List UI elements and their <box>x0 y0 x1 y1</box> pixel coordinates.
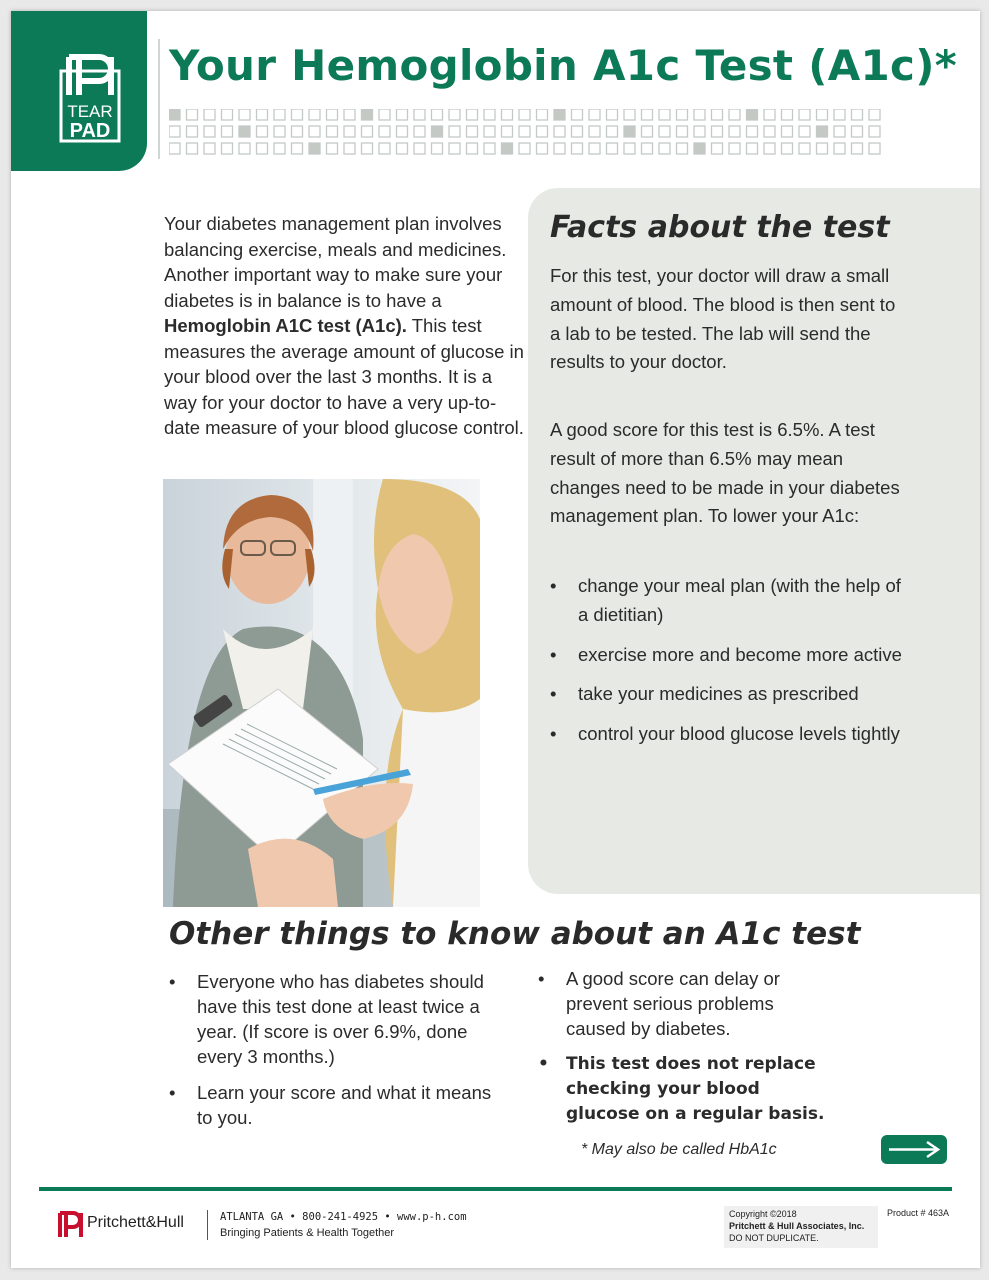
pattern-square <box>537 143 548 154</box>
pattern-square <box>222 109 233 120</box>
pattern-square <box>764 143 775 154</box>
pattern-square <box>449 143 460 154</box>
pattern-square <box>204 109 215 120</box>
pattern-square <box>694 126 705 137</box>
list-item-text: Everyone who has diabetes should have this test done at least twice a year. (If score is over 6.9%, done every 3 months.) <box>197 971 484 1067</box>
pattern-square <box>834 143 845 154</box>
pattern-square <box>642 126 653 137</box>
pattern-square <box>187 109 198 120</box>
list-item <box>550 641 910 670</box>
pattern-square <box>379 109 390 120</box>
pattern-square <box>799 126 810 137</box>
pattern-square <box>712 109 723 120</box>
footer-logo <box>57 1209 207 1239</box>
pattern-square <box>257 126 268 137</box>
pattern-square <box>449 109 460 120</box>
copyright-line-1: Copyright ©2018 <box>729 1209 797 1219</box>
pattern-square <box>519 126 530 137</box>
intro-text-bold: Hemoglobin A1C test (A1c). <box>164 315 407 336</box>
pattern-square <box>327 143 338 154</box>
pattern-square <box>292 126 303 137</box>
pattern-square <box>817 126 828 137</box>
pattern-square <box>589 143 600 154</box>
arrow-right-icon <box>887 1140 941 1159</box>
pattern-square <box>397 143 408 154</box>
decorative-dot-pattern <box>169 109 889 157</box>
pattern-square <box>502 143 513 154</box>
footer-brand: Pritchett&Hull <box>87 1214 184 1231</box>
pattern-square <box>309 126 320 137</box>
pattern-square <box>484 126 495 137</box>
list-item-text: control your blood glucose levels tightly <box>578 723 900 745</box>
pattern-square <box>537 126 548 137</box>
ph-logo-icon <box>57 1209 85 1239</box>
pattern-square <box>572 109 583 120</box>
pattern-square <box>852 126 863 137</box>
pattern-square <box>204 143 215 154</box>
pattern-square <box>782 126 793 137</box>
footer-tagline: Bringing Patients & Health Together <box>220 1227 395 1239</box>
pattern-square <box>432 143 443 154</box>
pattern-square <box>554 109 565 120</box>
footer-divider <box>39 1187 952 1191</box>
pattern-square <box>782 109 793 120</box>
pattern-square <box>519 143 530 154</box>
pattern-square <box>274 109 285 120</box>
pattern-square <box>624 126 635 137</box>
pattern-square <box>484 109 495 120</box>
facts-paragraph-2: A good score for this test is 6.5%. A test result of more than 6.5% may mean changes need to be made in your diabetes management plan. To lower your A1c: <box>550 419 900 527</box>
pattern-square <box>204 126 215 137</box>
pattern-square <box>607 109 618 120</box>
list-item-text: This test does not replace checking your blood glucose on a regular basis. <box>566 1054 825 1124</box>
pattern-square <box>432 109 443 120</box>
pattern-square <box>694 109 705 120</box>
pattern-square <box>659 109 670 120</box>
pattern-square <box>292 109 303 120</box>
pattern-square <box>817 109 828 120</box>
pattern-square <box>344 126 355 137</box>
bullet-icon: • <box>550 683 557 705</box>
pattern-square <box>764 109 775 120</box>
pattern-square <box>292 143 303 154</box>
logo-text-tear: TEAR <box>67 102 113 121</box>
facts-heading: Facts about the test <box>550 210 890 245</box>
pattern-square <box>414 109 425 120</box>
list-item <box>550 720 910 749</box>
list-item-text: change your meal plan (with the help of a dietitian) <box>578 575 901 625</box>
pattern-square <box>572 126 583 137</box>
pattern-square <box>187 143 198 154</box>
pattern-square <box>659 126 670 137</box>
pattern-square <box>659 143 670 154</box>
list-item <box>169 969 509 1069</box>
next-page-button[interactable] <box>881 1135 947 1164</box>
bullet-icon: • <box>550 643 557 665</box>
pattern-square <box>362 126 373 137</box>
pattern-square <box>344 143 355 154</box>
pattern-square <box>397 126 408 137</box>
pattern-square <box>712 126 723 137</box>
pattern-square <box>782 143 793 154</box>
header-divider <box>158 39 160 159</box>
pattern-square <box>414 126 425 137</box>
list-item-text: exercise more and become more active <box>578 643 902 665</box>
bullet-icon: • <box>169 1082 176 1103</box>
pattern-square <box>274 143 285 154</box>
pattern-square <box>554 126 565 137</box>
pattern-square <box>502 126 513 137</box>
bullet-icon: • <box>538 1054 549 1074</box>
pattern-square <box>327 126 338 137</box>
bullet-icon: • <box>169 971 176 992</box>
bullet-icon: • <box>550 723 557 745</box>
pattern-square <box>677 143 688 154</box>
list-item <box>550 680 910 709</box>
footnote: * May also be called HbA1c <box>581 1141 777 1158</box>
other-left-list <box>169 969 509 1141</box>
page-title: Your Hemoglobin A1c Test (A1c)* <box>169 41 957 90</box>
footer-contact: ATLANTA GA • 800-241-4925 • www.p-h.com <box>220 1211 467 1223</box>
pattern-square <box>187 126 198 137</box>
pattern-square <box>869 109 880 120</box>
pattern-square <box>239 126 250 137</box>
pattern-square <box>729 126 740 137</box>
copyright-box <box>724 1206 878 1248</box>
pattern-square <box>169 109 180 120</box>
pattern-square <box>607 143 618 154</box>
footer-separator <box>207 1210 208 1240</box>
pattern-square <box>432 126 443 137</box>
pattern-square <box>642 143 653 154</box>
pattern-square <box>222 126 233 137</box>
pattern-square <box>747 143 758 154</box>
pattern-square <box>747 126 758 137</box>
list-item <box>169 1080 509 1130</box>
other-heading: Other things to know about an A1c test <box>169 916 861 952</box>
pattern-square <box>677 109 688 120</box>
list-item-text: take your medicines as prescribed <box>578 683 859 705</box>
pattern-square <box>869 143 880 154</box>
pattern-square <box>274 126 285 137</box>
pattern-square <box>729 143 740 154</box>
copyright-line-3: DO NOT DUPLICATE. <box>729 1233 819 1243</box>
pattern-square <box>519 109 530 120</box>
photo-doctor-patient <box>163 479 480 907</box>
pattern-square <box>257 143 268 154</box>
pattern-square <box>747 109 758 120</box>
pattern-square <box>677 126 688 137</box>
pattern-square <box>537 109 548 120</box>
pattern-square <box>502 109 513 120</box>
pattern-square <box>852 109 863 120</box>
tearpad-logo-icon <box>59 51 121 143</box>
pattern-square <box>834 109 845 120</box>
bullet-icon: • <box>538 968 545 989</box>
pattern-square <box>222 143 233 154</box>
pattern-square <box>239 143 250 154</box>
pattern-square <box>817 143 828 154</box>
pattern-square <box>852 143 863 154</box>
pattern-square <box>467 143 478 154</box>
other-right-list <box>538 966 828 1138</box>
pattern-square <box>414 143 425 154</box>
pattern-square <box>554 143 565 154</box>
pattern-square <box>327 109 338 120</box>
pattern-square <box>589 126 600 137</box>
pattern-square <box>624 143 635 154</box>
pattern-square <box>397 109 408 120</box>
pattern-square <box>344 109 355 120</box>
list-item <box>550 572 910 630</box>
pattern-square <box>607 126 618 137</box>
pattern-square <box>362 109 373 120</box>
page <box>11 11 980 1268</box>
pattern-square <box>309 143 320 154</box>
pattern-square <box>589 109 600 120</box>
intro-text-end: This test measures the average amount of glucose in your blood over the last 3 months. It is a way for your doctor to have a very up-to-date measure of your blood glucose control. <box>164 315 524 438</box>
pattern-square <box>712 143 723 154</box>
pattern-square <box>239 109 250 120</box>
pattern-square <box>257 109 268 120</box>
pattern-square <box>799 109 810 120</box>
pattern-square <box>869 126 880 137</box>
bullet-icon: • <box>550 575 557 596</box>
tearpad-logo <box>11 11 147 171</box>
facts-paragraph-1: For this test, your doctor will draw a small amount of blood. The blood is then sent to a lab to be tested. The lab will send the results to your doctor. <box>550 265 896 373</box>
facts-bullet-list <box>550 572 910 760</box>
list-item-text: Learn your score and what it means to you. <box>197 1082 492 1128</box>
pattern-square <box>309 109 320 120</box>
pattern-square <box>379 126 390 137</box>
pattern-square <box>834 126 845 137</box>
list-item-text: A good score can delay or prevent serious problems caused by diabetes. <box>566 968 780 1039</box>
pattern-square <box>362 143 373 154</box>
facts-panel <box>528 188 980 894</box>
pattern-square <box>484 143 495 154</box>
pattern-square <box>764 126 775 137</box>
product-number: Product # 463A <box>887 1208 950 1218</box>
pattern-square <box>729 109 740 120</box>
intro-paragraph <box>164 211 524 441</box>
pattern-square <box>379 143 390 154</box>
pattern-square <box>467 126 478 137</box>
pattern-square <box>624 109 635 120</box>
pattern-square <box>449 126 460 137</box>
pattern-square <box>169 126 180 137</box>
pattern-square <box>799 143 810 154</box>
logo-text-pad: PAD <box>69 120 111 142</box>
intro-text-start: Your diabetes management plan involves balancing exercise, meals and medicines. Another important way to make sure your diabetes is in balance is to have a <box>164 213 507 311</box>
list-item <box>538 1052 828 1127</box>
pattern-square <box>572 143 583 154</box>
pattern-square <box>169 143 180 154</box>
copyright-line-2: Pritchett & Hull Associates, Inc. <box>729 1221 865 1231</box>
pattern-square <box>694 143 705 154</box>
list-item <box>538 966 828 1041</box>
pattern-square <box>467 109 478 120</box>
pattern-square <box>642 109 653 120</box>
